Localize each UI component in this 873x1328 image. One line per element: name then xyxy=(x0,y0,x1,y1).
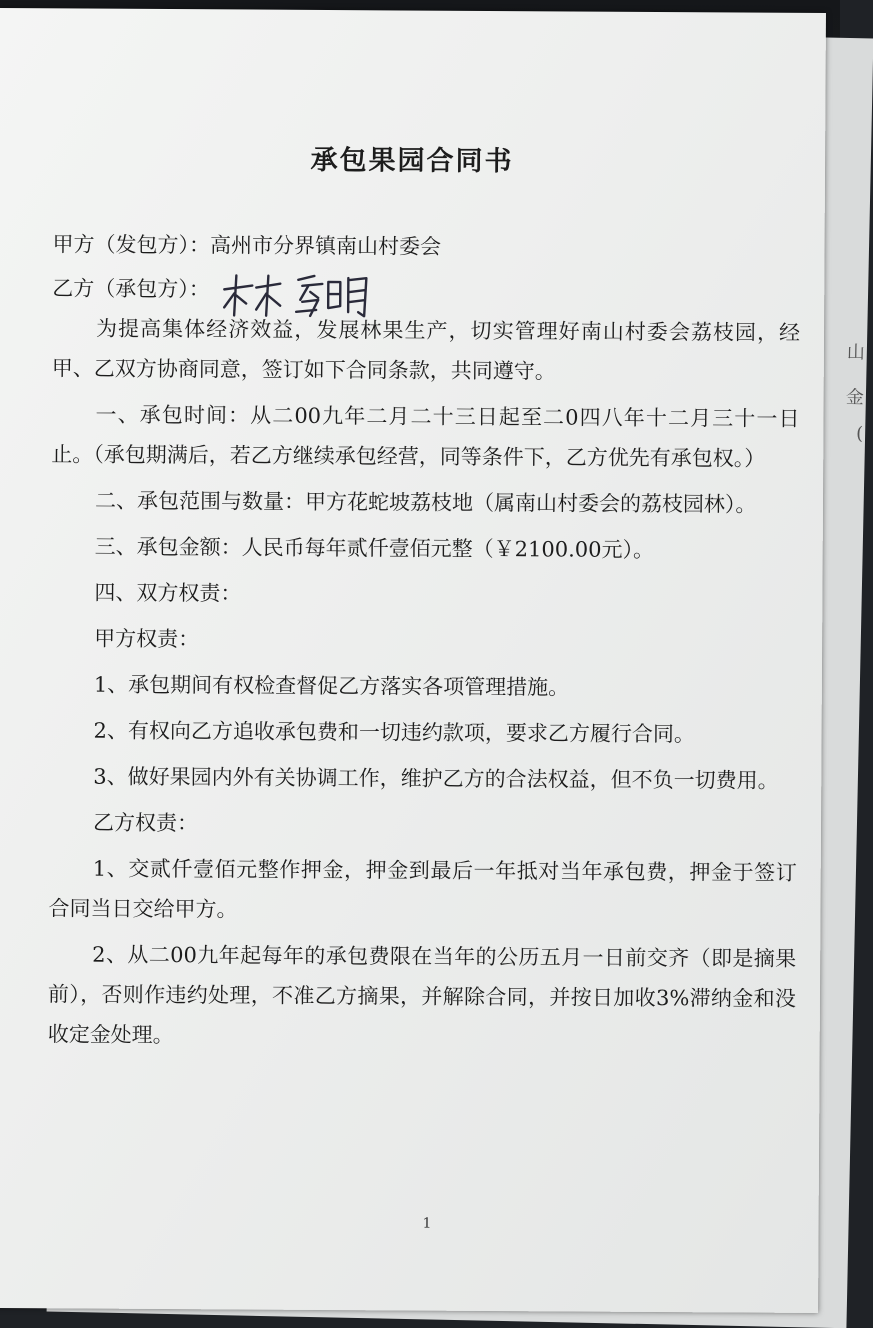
contract-body xyxy=(48,308,801,1059)
clause-amount: 三、承包金额：人民币每年贰仟壹佰元整（￥2100.00元）。 xyxy=(94,534,655,563)
edge-fragment: 金 xyxy=(845,387,865,409)
edge-fragment: 山 xyxy=(846,342,866,364)
party-b-right-item: 2、从二00九年起每年的承包费限在当年的公历五月一日前交齐（即是摘果前），否则作违约处理，不准乙方摘果，并解除合同，并按日加收3%滞纳金和没收定金处理。 xyxy=(47,942,797,1048)
page-mark: 1 xyxy=(422,1215,432,1232)
party-b-label: 乙方（承包方）： xyxy=(52,276,210,302)
clause-term: 一、承包时间：从二00九年二月二十三日起至二0四八年十二月三十一日止。（承包期满后，若乙方继续承包经营，同等条件下，乙方优先有承包权。） xyxy=(51,402,800,471)
party-b-right-item: 1、交贰仟壹佰元整作押金，押金到最后一年抵对当年承包费，押金于签订合同当日交给甲方。 xyxy=(48,856,797,922)
clause-rights-heading: 四、双方权责： xyxy=(94,580,242,606)
party-a-right-item: 3、做好果园内外有关协调工作，维护乙方的合法权益，但不负一切费用。 xyxy=(93,764,779,793)
party-a-right-item: 2、有权向乙方追收承包费和一切违约款项，要求乙方履行合同。 xyxy=(93,718,696,747)
edge-fragment: ( xyxy=(855,423,864,445)
party-a-line: 甲方（发包方）：高州市分界镇南山村委会 xyxy=(52,232,442,259)
party-b-rights-heading: 乙方权责： xyxy=(92,810,199,836)
document-title: 承包果园合同书 xyxy=(310,144,514,178)
preamble-paragraph: 为提高集体经济效益，发展林果生产，切实管理好南山村委会荔枝园，经甲、乙双方协商同意，签订如下合同条款，共同遵守。 xyxy=(51,316,801,384)
party-a-rights-heading: 甲方权责： xyxy=(94,626,200,652)
contract-page xyxy=(0,8,826,1313)
clause-scope: 二、承包范围与数量：甲方花蛇坡荔枝地（属南山村委会的荔枝园林）。 xyxy=(94,488,757,517)
party-a-right-item: 1、承包期间有权检查督促乙方落实各项管理措施。 xyxy=(93,672,570,700)
